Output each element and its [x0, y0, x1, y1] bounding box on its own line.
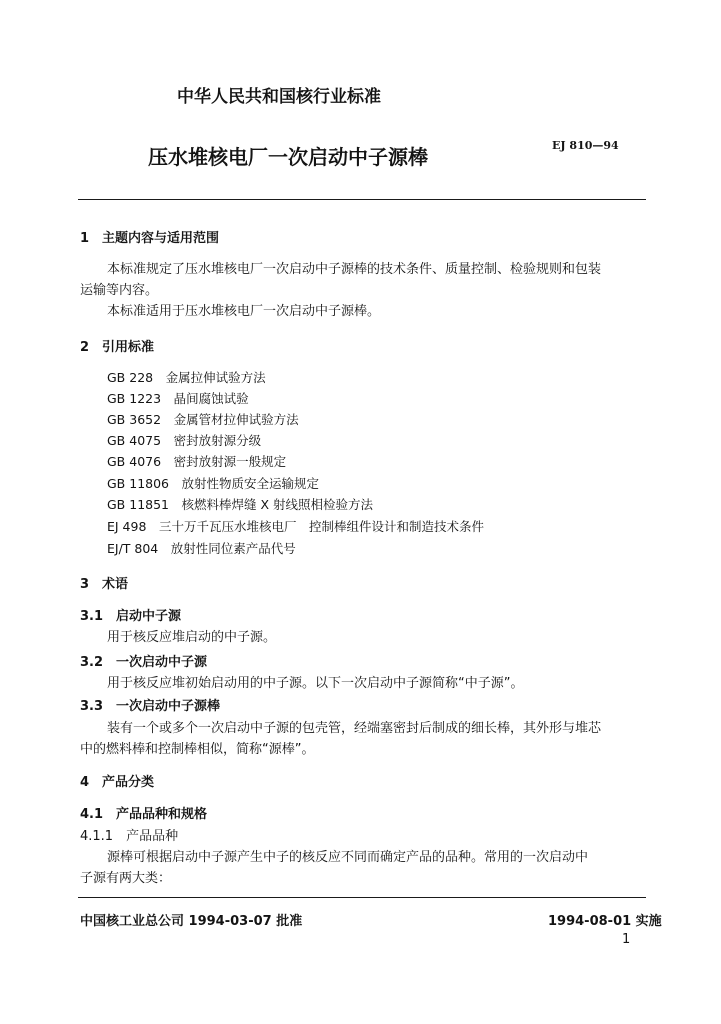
section-1-p1-line2: 运输等内容。: [80, 283, 159, 298]
reference-title: 密封放射源一般规定: [173, 454, 287, 469]
section-1-p2: 本标准适用于压水堆核电厂一次启动中子源棒。: [107, 304, 381, 319]
reference-item: [107, 368, 266, 386]
section-4-heading: 4 产品分类: [80, 775, 155, 790]
reference-code: EJ 498: [107, 519, 147, 534]
reference-title: 放射性同位素产品代号: [170, 541, 296, 556]
term-3-1-definition: 用于核反应堆启动的中子源。: [107, 630, 277, 645]
reference-item: [107, 517, 484, 535]
term-3-2-heading: [80, 651, 207, 670]
reference-item: [107, 431, 261, 449]
reference-item: [107, 474, 319, 492]
reference-title: 放射性物质安全运输规定: [181, 476, 320, 491]
section-4-paragraph-line2: 子源有两大类：: [80, 871, 172, 886]
reference-item: [107, 389, 249, 407]
term-name: 启动中子源: [116, 609, 182, 624]
term-number: 3.2: [80, 655, 104, 670]
term-name: 一次启动中子源: [116, 655, 208, 670]
term-number: 3.1: [80, 609, 104, 624]
implementation-date: 1994-08-01 实施: [548, 914, 662, 929]
term-3-1-heading: [80, 605, 181, 624]
term-3-2-definition: 用于核反应堆初始启动用的中子源。以下一次启动中子源简称“中子源”。: [107, 676, 524, 691]
reference-title: 核燃料棒焊缝 X 射线照相检验方法: [181, 497, 374, 512]
page-number: 1: [622, 932, 631, 947]
reference-item: [107, 452, 286, 470]
reference-item: [107, 495, 373, 513]
approval-line: 中国核工业总公司 1994-03-07 批准: [80, 914, 303, 929]
header-rule: [78, 199, 646, 200]
reference-code: GB 11851: [107, 497, 169, 512]
standard-org-title: 中华人民共和国核行业标准: [177, 87, 381, 107]
reference-code: GB 228: [107, 370, 154, 385]
reference-item: [107, 410, 299, 428]
section-1-heading: 1 主题内容与适用范围: [80, 231, 220, 246]
reference-title: 密封放射源分级: [173, 433, 262, 448]
reference-title: 晶间腐蚀试验: [173, 391, 249, 406]
reference-code: EJ/T 804: [107, 541, 159, 556]
section-2-heading: 2 引用标准: [80, 340, 155, 355]
term-3-3-definition-line2: 中的燃料棒和控制棒相似，简称“源棒”。: [80, 742, 315, 757]
footer-rule: [78, 897, 646, 898]
reference-code: GB 11806: [107, 476, 169, 491]
reference-code: GB 4076: [107, 454, 162, 469]
document-title: 压水堆核电厂一次启动中子源棒: [148, 145, 428, 169]
reference-code: GB 1223: [107, 391, 162, 406]
section-3-heading: 3 术语: [80, 577, 129, 592]
reference-title: 三十万千瓦压水堆核电厂 控制棒组件设计和制造技术条件: [158, 519, 484, 534]
reference-code: GB 3652: [107, 412, 162, 427]
section-4-paragraph-line1: 源棒可根据启动中子源产生中子的核反应不同而确定产品的品种。常用的一次启动中: [107, 850, 589, 865]
standard-code: EJ 810—94: [552, 139, 619, 152]
reference-code: GB 4075: [107, 433, 162, 448]
term-3-3-definition-line1: 装有一个或多个一次启动中子源的包壳管，经端塞密封后制成的细长棒，其外形与堆芯: [107, 721, 602, 736]
term-3-3-heading: [80, 695, 220, 714]
reference-title: 金属管材拉伸试验方法: [173, 412, 299, 427]
section-1-p1-line1: 本标准规定了压水堆核电厂一次启动中子源棒的技术条件、质量控制、检验规则和包装: [107, 262, 602, 277]
section-4-1-heading: 4.1 产品品种和规格: [80, 807, 208, 822]
term-number: 3.3: [80, 699, 104, 714]
reference-title: 金属拉伸试验方法: [165, 370, 266, 385]
reference-item: [107, 539, 296, 557]
section-4-1-1-heading: 4.1.1 产品品种: [80, 829, 179, 844]
term-name: 一次启动中子源棒: [116, 699, 221, 714]
